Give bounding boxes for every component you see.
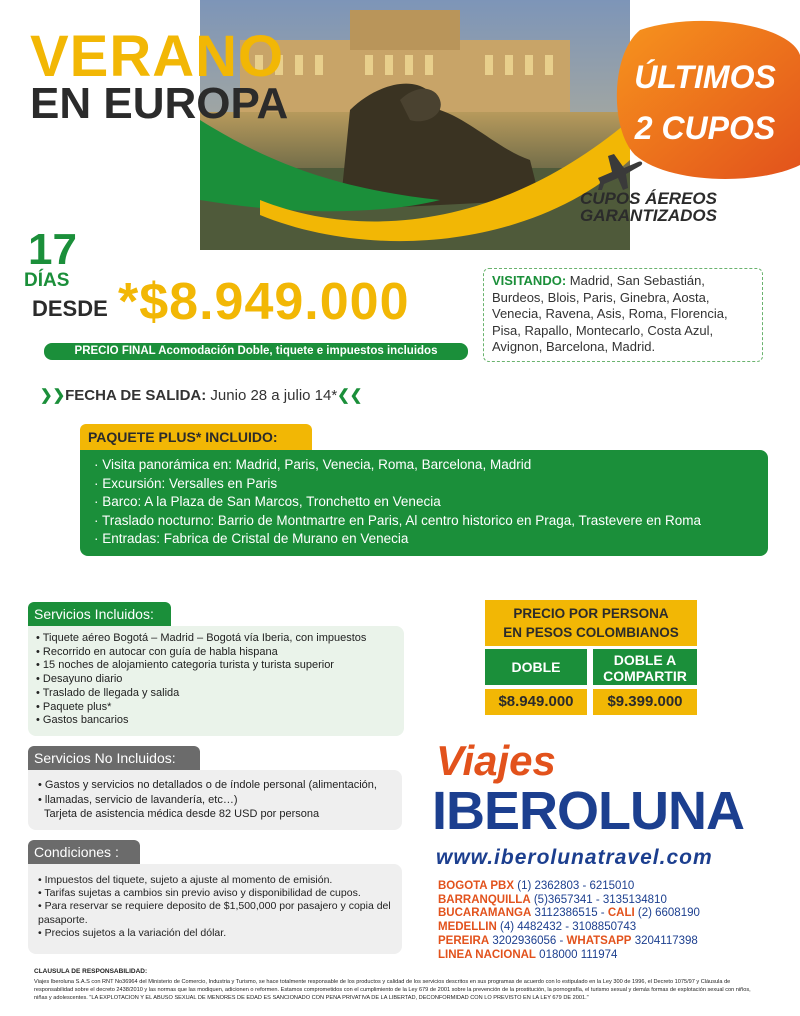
package-plus-title: PAQUETE PLUS* INCLUIDO: (80, 424, 312, 450)
included-title: Servicios Incluidos: (28, 602, 171, 626)
list-item: • Recorrido en autocar con guía de habla hispana (36, 645, 278, 658)
not-included-list (28, 770, 402, 830)
cupos-line2: GARANTIZADOS (580, 206, 717, 225)
included-list (28, 626, 404, 736)
title-line1: VERANO (30, 24, 285, 89)
conditions-title: Condiciones : (28, 840, 140, 864)
visiting-box (483, 268, 763, 362)
price-table-header-line1: PRECIO POR PERSONA (513, 606, 669, 621)
departure-date (40, 386, 362, 404)
cupos-line1: CUPOS ÁEREOS (580, 189, 717, 208)
list-item: • Paquete plus* (36, 700, 112, 713)
list-item: Tarjeta de asistencia médica desde 82 USD por persona (44, 808, 320, 820)
brand-logo: IBEROLUNA (432, 781, 744, 841)
conditions-list (28, 864, 402, 954)
list-item: • Precios sujetos a la variación del dólar. (38, 926, 227, 939)
list-item: • Desayuno diario (36, 673, 123, 686)
list-item: • Gastos bancarios (36, 714, 129, 727)
price-asterisk: * (118, 273, 140, 331)
list-item: · Excursión: Versalles en Paris (94, 475, 278, 491)
list-item: • Para reservar se requiere deposito de $1,500,000 por pasajero y copia del pasaporte. (38, 900, 391, 926)
departure-label: FECHA DE SALIDA: (65, 387, 207, 404)
badge-line1: ÚLTIMOS (634, 59, 776, 95)
list-item: • Gastos y servicios no detallados o de índole personal (alimentación, (38, 779, 377, 791)
contact-row: LINEA NACIONAL 018000 111974 (438, 948, 618, 961)
visiting-cities: Madrid, San Sebastián, Burdeos, Blois, Paris, Ginebra, Aosta, Venecia, Ravena, Asis, Roma, Florencia, Pisa, Rapallo, Montecarlo, Costa Azul, Avignon, Barcelona, Madrid. (492, 273, 728, 354)
chevron-right-icon: ❯❯ (40, 387, 66, 404)
list-item: · Entradas: Fabrica de Cristal de Murano en Venecia (94, 531, 409, 546)
shared-double-column-label: DOBLE A COMPARTIR (593, 649, 697, 685)
list-item: · Barco: A la Plaza de San Marcos, Tronchetto en Venecia (94, 494, 441, 509)
badge-line2: 2 CUPOS (634, 110, 776, 146)
departure-value: Junio 28 a julio 14* (210, 387, 338, 404)
title-line2: EN EUROPA (30, 79, 289, 128)
price-note: PRECIO FINAL Acomodación Doble, tiquete e impuestos incluidos (44, 343, 468, 360)
list-item: • Tiquete aéreo Bogotá – Madrid – Bogotá vía Iberia, con impuestos (36, 632, 367, 644)
visiting-label: VISITANDO: (492, 273, 567, 288)
contact-row: PEREIRA 3202936056 - WHATSAPP 3204117398 (438, 934, 698, 947)
list-item: • Impuestos del tiquete, sujeto a ajuste al momento de emisión. (38, 874, 333, 886)
contact-row: BUCARAMANGA 3112386515 - CALI (2) 6608190 (438, 907, 700, 920)
from-label: DESDE (32, 296, 108, 321)
list-item: · Traslado nocturno: Barrio de Montmartre en Paris, Al centro historico en Praga, Trastevere en Roma (94, 512, 702, 528)
list-item: · Visita panorámica en: Madrid, Paris, Venecia, Roma, Barcelona, Madrid (94, 457, 532, 472)
list-item: • Tarifas sujetas a cambios sin previo aviso y disponibilidad de cupos. (38, 887, 361, 900)
brand-viajes: Viajes (436, 737, 556, 784)
list-item: • llamadas, servicio de lavandería, etc…) (38, 793, 238, 806)
clause-text: Viajes Iberoluna S.A.S con RNT No36964 del Ministerio de Comercio, Industria y Turismo, se hace totalmente responsable de los productos y calidad de los servicios descritos en sus programas de acuerdo con lo estipulado en la Ley 300 de 1996, el Decreto 1075/97 y Cláusula de responsabilidad sobre el decreto 2438/2010 y las normas que las modiquen, adicionen o reformen. Estamos comprometidos con el cumplimiento de la Ley 679 de 2001 sobre la prevención de la prostitución, la pornografía, el turismo sexual y demás formas de explotación sexual con niños, niñas y adolescentes. "LA EXPLOTACION Y EL ABUSO SEXUAL DE MENORES DE EDAD ES SANCIONADO CON PENA PRIVATIVA DE LA LIBERTAD, DECONFORMIDAD CON LO PREVISTO EN LA LEY 679 DE 2001." (34, 979, 751, 1001)
list-item: • Traslado de llegada y salida (36, 686, 180, 699)
price-table-header (485, 600, 697, 646)
clause-title: CLAUSULA DE RESPONSABILIDAD: (34, 968, 148, 975)
contact-row: BARRANQUILLA (5)3657341 - 3135134810 (438, 893, 667, 906)
chevron-left-icon: ❮❮ (337, 387, 363, 404)
website-link[interactable]: www.iberolunatravel.com (436, 846, 713, 869)
price-value: $8.949.000 (139, 273, 410, 331)
contact-row: MEDELLIN (4) 4482432 - 3108850743 (438, 921, 637, 934)
guaranteed-seats-text (580, 190, 717, 224)
list-item: • 15 noches de alojamiento categoria turista y turista superior (36, 659, 334, 672)
days-label: DÍAS (24, 270, 70, 291)
main-price (118, 273, 410, 331)
shared-double-price: $9.399.000 (593, 689, 697, 715)
double-column-label: DOBLE (485, 649, 587, 685)
price-table-header-line2: EN PESOS COLOMBIANOS (503, 625, 679, 640)
contact-row: BOGOTA PBX (1) 2362803 - 6215010 (438, 880, 635, 892)
days-number: 17 (28, 225, 77, 274)
double-price: $8.949.000 (485, 689, 587, 715)
contact-list (438, 880, 700, 962)
package-plus-list (80, 450, 768, 556)
not-included-title: Servicios No Incluidos: (28, 746, 200, 770)
